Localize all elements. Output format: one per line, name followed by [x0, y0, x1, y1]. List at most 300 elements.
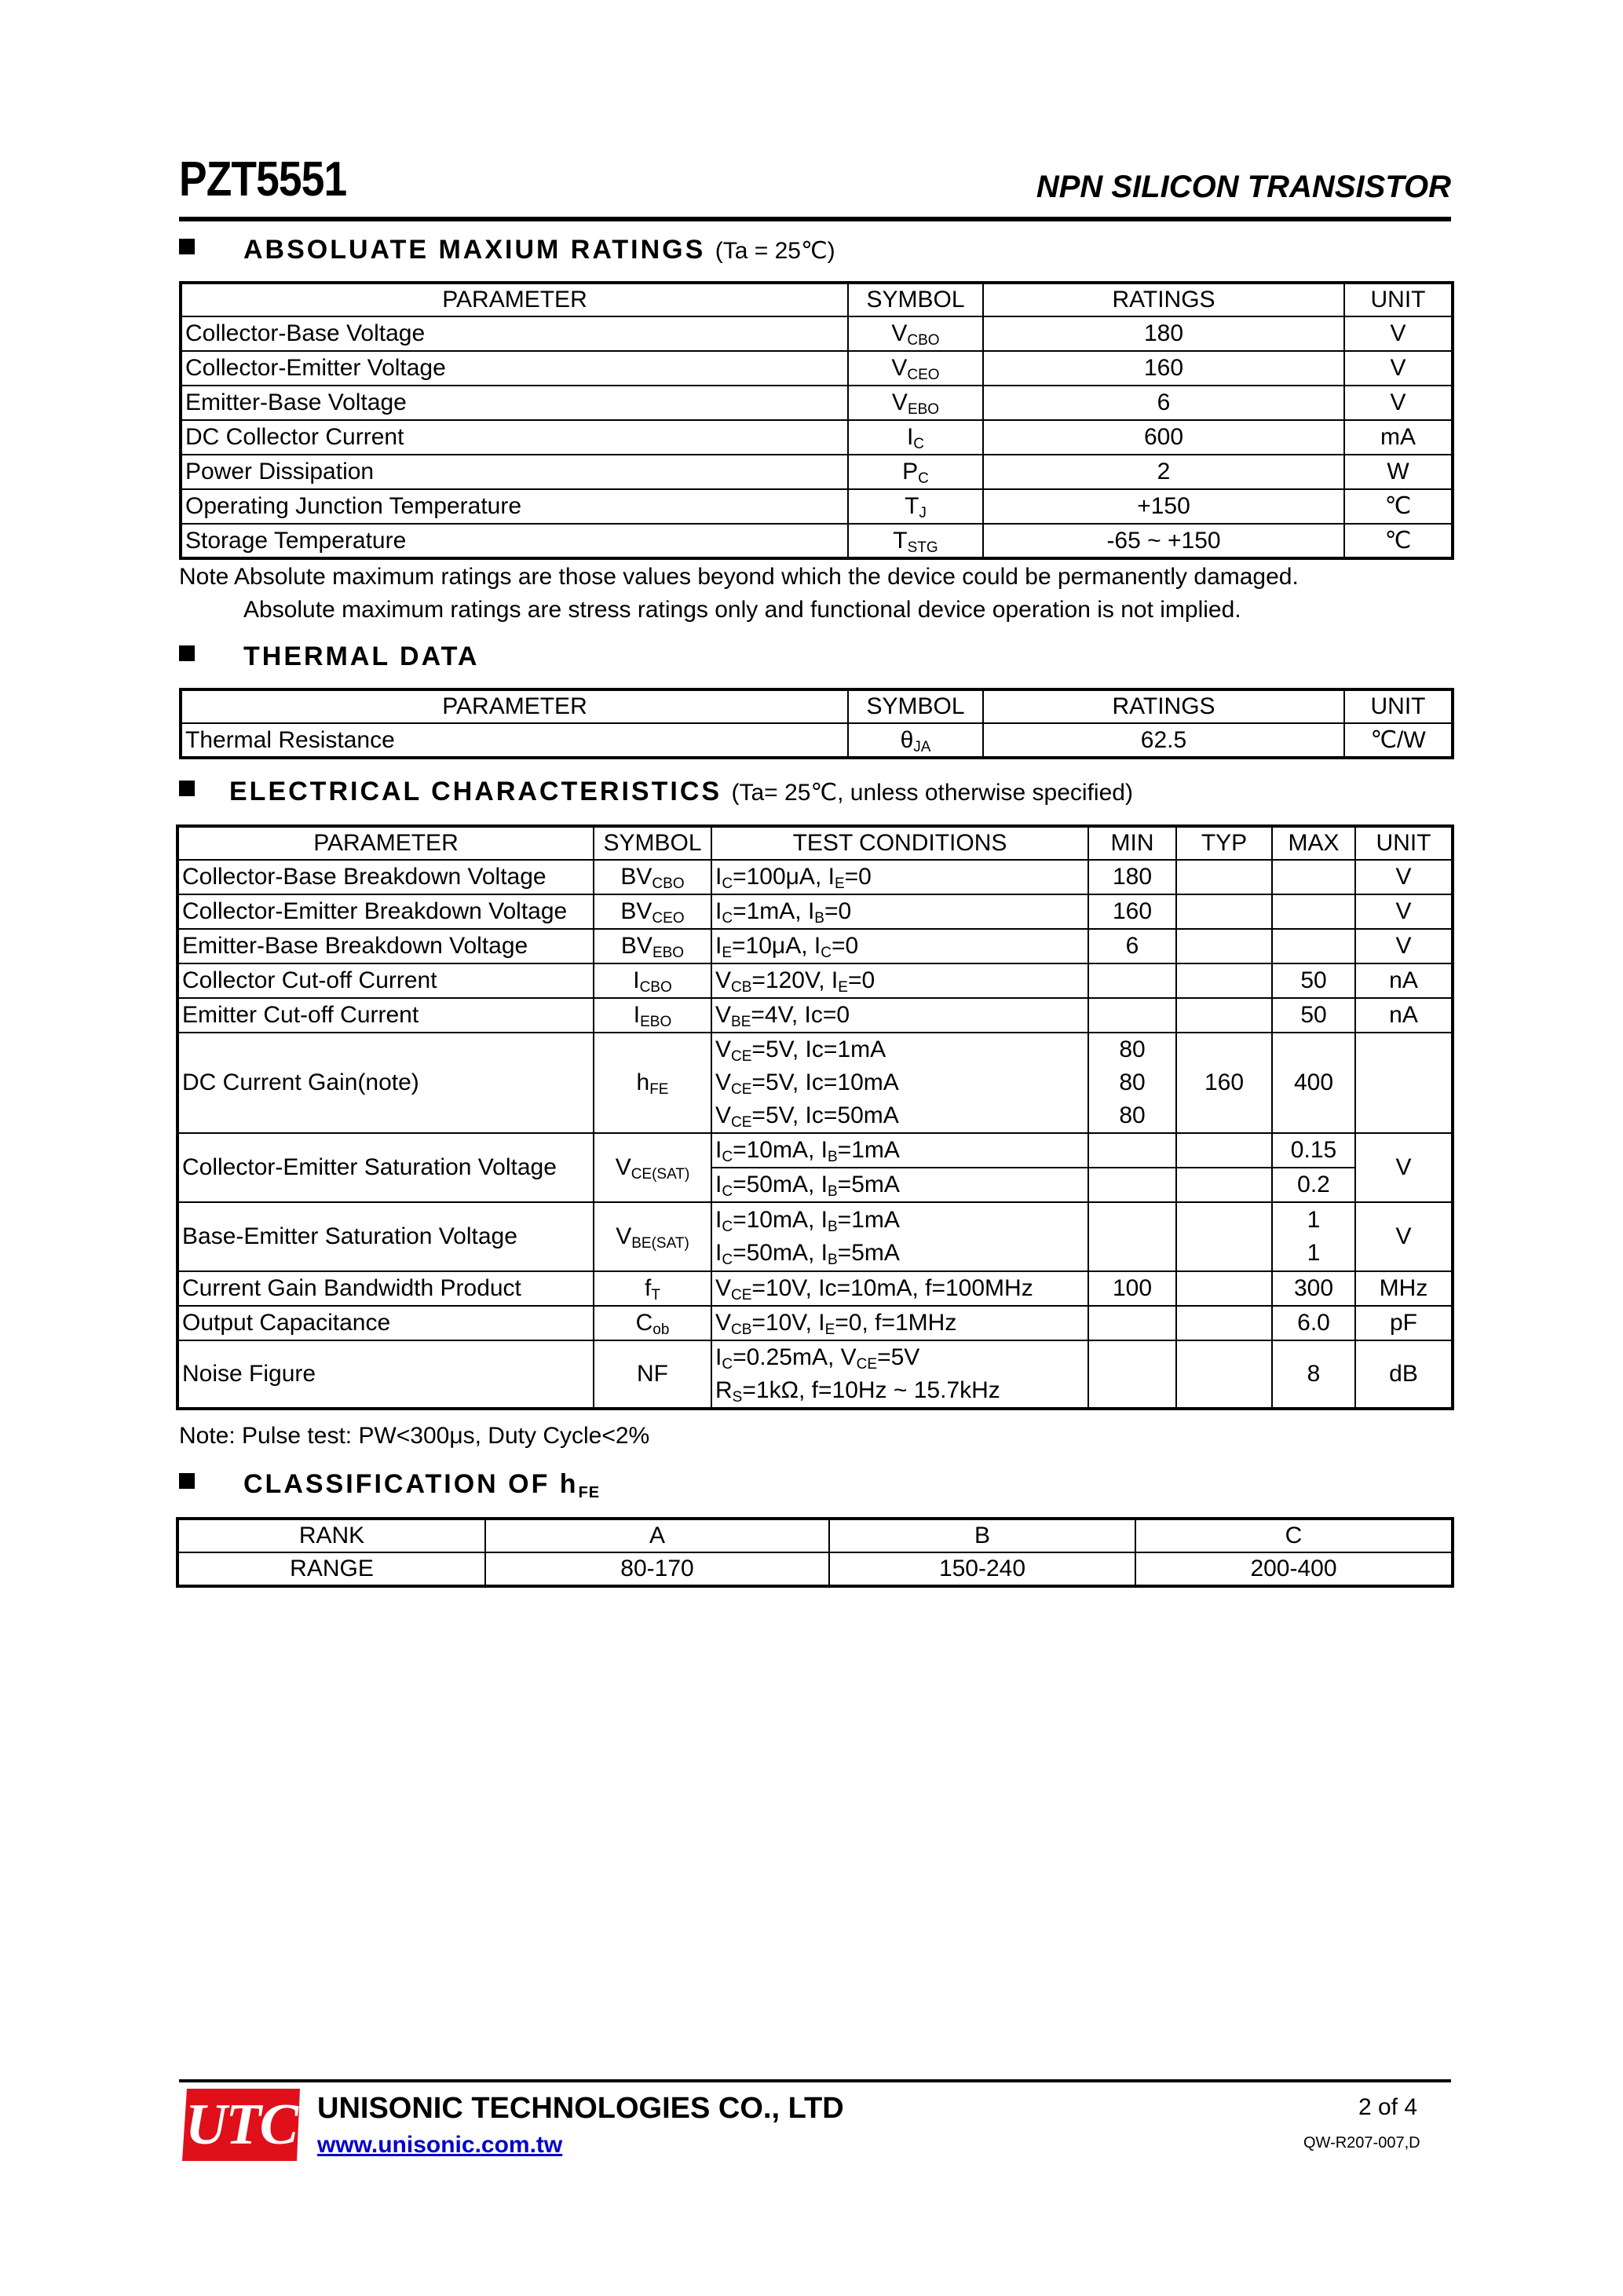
cond-part: =5V, Ic=10mA — [751, 1069, 899, 1095]
symbol-sub: T — [651, 1287, 660, 1303]
symbol-cell — [848, 455, 983, 489]
symbol-cell — [594, 929, 711, 963]
symbol-cell — [594, 963, 711, 998]
footer-rule — [179, 2079, 1451, 2082]
typ-cell — [1176, 1271, 1272, 1306]
cond-part: =10mA, I — [733, 1137, 828, 1163]
thermal-table — [179, 688, 1454, 759]
col-header: SYMBOL — [848, 283, 983, 316]
rating-cell: 180 — [983, 316, 1344, 351]
table-row — [177, 1202, 1453, 1271]
cond-sub: C — [821, 945, 832, 961]
param-cell: Emitter-Base Breakdown Voltage — [177, 929, 594, 963]
unit-cell: ℃ — [1344, 524, 1453, 558]
cond-part: =0, f=1MHz — [835, 1310, 957, 1336]
cond-part: =10V, I — [751, 1310, 825, 1336]
table-row — [177, 1552, 1453, 1586]
max-cell: 0.2 — [1272, 1168, 1355, 1202]
param-cell: Output Capacitance — [177, 1306, 594, 1340]
condition-line — [715, 1066, 1084, 1099]
symbol-sub: ob — [652, 1322, 670, 1338]
symbol-sub: C — [918, 470, 929, 487]
symbol-cell: NF — [594, 1340, 711, 1409]
min-cell — [1088, 1133, 1176, 1168]
absolute-ratings-table — [179, 281, 1454, 560]
max-cell — [1272, 894, 1355, 929]
cond-sub: CE — [731, 1081, 752, 1098]
col-header: PARAMETER — [177, 826, 594, 860]
cond-sub: E — [824, 1322, 835, 1338]
section-condition: (Ta= 25℃, unless otherwise specified) — [731, 780, 1133, 806]
cond-part: =0 — [844, 864, 872, 890]
unit-cell: nA — [1355, 998, 1453, 1033]
cond-part: =0 — [824, 898, 852, 924]
cond-part: =0.25mA, V — [733, 1344, 857, 1370]
symbol-main: V — [616, 1223, 632, 1249]
cond-part: =10V, Ic=10mA, f=100MHz — [751, 1275, 1033, 1301]
symbol-main: I — [633, 1002, 641, 1028]
cond-part: =1mA, I — [733, 898, 815, 924]
symbol-sub: CBO — [907, 332, 940, 349]
symbol-main: BV — [620, 898, 652, 924]
symbol-main: BV — [620, 864, 652, 890]
param-cell: DC Collector Current — [181, 420, 848, 455]
col-header: SYMBOL — [848, 689, 983, 723]
param-cell: Thermal Resistance — [181, 723, 848, 758]
min-cell — [1088, 963, 1176, 998]
param-cell: Collector Cut-off Current — [177, 963, 594, 998]
table-row — [177, 1519, 1453, 1552]
col-header: UNIT — [1344, 689, 1453, 723]
cond-part: =0 — [847, 967, 875, 993]
table-row — [181, 723, 1453, 758]
max-cell: 400 — [1272, 1033, 1355, 1133]
device-type: NPN SILICON TRANSISTOR — [1036, 170, 1451, 204]
table-row — [177, 998, 1453, 1033]
typ-cell — [1176, 894, 1272, 929]
symbol-sub: CE(SAT) — [631, 1166, 690, 1183]
param-cell: Base-Emitter Saturation Voltage — [177, 1202, 594, 1271]
table-row — [181, 489, 1453, 524]
symbol-cell — [594, 894, 711, 929]
cond-sub: CE — [731, 1114, 752, 1131]
section-condition: (Ta = 25℃) — [715, 238, 835, 264]
range-label: RANGE — [177, 1552, 485, 1586]
table-row — [177, 1033, 1453, 1133]
section-title: ABSOLUATE MAXIUM RATINGS — [243, 235, 706, 265]
cond-part: =10μA, I — [732, 933, 821, 959]
cond-part: =100μA, I — [733, 864, 835, 890]
table-row — [181, 316, 1453, 351]
col-header: PARAMETER — [181, 689, 848, 723]
condition-cell — [711, 894, 1088, 929]
min-cell — [1088, 1306, 1176, 1340]
cond-part: =5mA — [837, 1172, 900, 1197]
max-cell — [1272, 860, 1355, 894]
condition-cell — [711, 963, 1088, 998]
cond-part: =50mA, I — [733, 1240, 828, 1266]
table-row — [181, 420, 1453, 455]
table-row — [177, 894, 1453, 929]
condition-line — [715, 1374, 1084, 1407]
symbol-cell — [848, 351, 983, 386]
table-row — [181, 455, 1453, 489]
company-name: UNISONIC TECHNOLOGIES CO., LTD — [317, 2092, 844, 2125]
max-value: 1 — [1307, 1240, 1321, 1266]
symbol-sub: BE(SAT) — [631, 1235, 689, 1252]
condition-cell — [711, 1340, 1088, 1409]
rank-cell: C — [1135, 1519, 1453, 1552]
absolute-ratings-note-line1: Note Absolute maximum ratings are those values beyond which the device could be permanently damaged. — [179, 564, 1299, 590]
square-bullet-icon — [179, 645, 195, 661]
cond-sub: B — [827, 1183, 838, 1200]
document-number: QW-R207-007,D — [1303, 2134, 1420, 2152]
condition-cell — [711, 1168, 1088, 1202]
cond-sub: C — [722, 1356, 733, 1373]
cond-part: V — [715, 1036, 732, 1062]
col-header: TEST CONDITIONS — [711, 826, 1088, 860]
table-row — [181, 386, 1453, 420]
symbol-main: h — [636, 1069, 650, 1095]
condition-cell — [711, 1202, 1088, 1271]
symbol-main: BV — [620, 933, 652, 959]
cond-sub: C — [722, 1219, 733, 1235]
cond-part: I — [715, 1137, 722, 1163]
symbol-main: T — [893, 527, 908, 554]
symbol-sub: EBO — [652, 945, 685, 961]
symbol-cell — [848, 420, 983, 455]
param-cell: Emitter Cut-off Current — [177, 998, 594, 1033]
typ-cell — [1176, 1306, 1272, 1340]
unit-cell: V — [1355, 929, 1453, 963]
unit-cell: V — [1344, 386, 1453, 420]
cond-part: V — [715, 1002, 732, 1028]
unit-cell: dB — [1355, 1340, 1453, 1409]
electrical-table — [176, 824, 1454, 1410]
condition-line — [715, 1099, 1084, 1132]
symbol-cell — [848, 489, 983, 524]
symbol-main: V — [891, 389, 908, 415]
cond-sub: E — [834, 876, 845, 892]
min-value: 80 — [1119, 1036, 1146, 1062]
cond-part: =50mA, I — [733, 1172, 828, 1197]
max-cell: 50 — [1272, 963, 1355, 998]
cond-part: R — [715, 1377, 733, 1403]
symbol-cell — [594, 860, 711, 894]
table-header-row — [177, 826, 1453, 860]
condition-cell — [711, 1306, 1088, 1340]
min-value: 80 — [1119, 1069, 1146, 1095]
symbol-sub: CBO — [639, 979, 672, 996]
cond-part: I — [715, 1344, 722, 1370]
symbol-sub: STG — [907, 539, 938, 556]
max-cell: 50 — [1272, 998, 1355, 1033]
param-cell: DC Current Gain(note) — [177, 1033, 594, 1133]
max-value: 1 — [1307, 1207, 1321, 1233]
rating-cell: 6 — [983, 386, 1344, 420]
cond-part: =1mA — [837, 1137, 900, 1163]
col-header: PARAMETER — [181, 283, 848, 316]
symbol-cell — [594, 1202, 711, 1271]
symbol-sub: JA — [913, 738, 931, 755]
section-classification-title — [179, 1467, 600, 1501]
condition-line — [715, 1033, 1084, 1066]
typ-cell: 160 — [1176, 1033, 1272, 1133]
range-cell: 150-240 — [829, 1552, 1135, 1586]
cond-sub: CE — [731, 1287, 752, 1303]
unit-cell: nA — [1355, 963, 1453, 998]
section-electrical-title — [179, 774, 1133, 810]
cond-sub: C — [722, 876, 733, 892]
cond-sub: CE — [731, 1048, 752, 1065]
unit-cell: V — [1355, 1133, 1453, 1202]
min-cell: 180 — [1088, 860, 1176, 894]
max-cell: 300 — [1272, 1271, 1355, 1306]
cond-part: =5V, Ic=1mA — [751, 1036, 886, 1062]
cond-part: =1kΩ, f=10Hz ~ 15.7kHz — [742, 1377, 1000, 1403]
section-title-sub: FE — [578, 1484, 601, 1501]
cond-sub: B — [827, 1149, 838, 1165]
unit-cell: ℃/W — [1344, 723, 1453, 758]
cond-part: =1mA — [837, 1207, 900, 1233]
cond-part: I — [715, 898, 722, 924]
condition-line — [715, 1341, 1084, 1374]
cond-sub: E — [838, 979, 848, 996]
cond-part: =10mA, I — [733, 1207, 828, 1233]
typ-cell — [1176, 929, 1272, 963]
square-bullet-icon — [179, 781, 195, 796]
part-number: PZT5551 — [179, 152, 347, 207]
condition-cell — [711, 929, 1088, 963]
param-cell: Collector-Emitter Saturation Voltage — [177, 1133, 594, 1202]
condition-cell — [711, 860, 1088, 894]
symbol-cell — [594, 1271, 711, 1306]
symbol-main: I — [633, 967, 640, 993]
rating-cell: 600 — [983, 420, 1344, 455]
cond-sub: B — [814, 910, 824, 927]
symbol-cell — [848, 316, 983, 351]
electrical-note: Note: Pulse test: PW<300μs, Duty Cycle<2% — [179, 1423, 650, 1449]
condition-cell — [711, 998, 1088, 1033]
min-cell — [1088, 1168, 1176, 1202]
utc-logo — [179, 2086, 303, 2164]
table-header-row — [181, 283, 1453, 316]
condition-line — [715, 1237, 1084, 1270]
symbol-sub: EBO — [907, 401, 940, 418]
min-cell — [1088, 998, 1176, 1033]
symbol-main: V — [891, 355, 908, 381]
rank-cell: B — [829, 1519, 1135, 1552]
cond-part: V — [715, 1102, 732, 1128]
unit-cell: V — [1344, 316, 1453, 351]
logo-text: UTC — [185, 2092, 297, 2157]
rating-cell: -65 ~ +150 — [983, 524, 1344, 558]
symbol-cell — [594, 1306, 711, 1340]
param-cell: Emitter-Base Voltage — [181, 386, 848, 420]
param-cell: Collector-Emitter Voltage — [181, 351, 848, 386]
symbol-main: P — [902, 459, 919, 484]
table-row — [177, 1306, 1453, 1340]
col-header: RATINGS — [983, 283, 1344, 316]
typ-cell — [1176, 1133, 1272, 1168]
cond-sub: C — [722, 1252, 733, 1268]
param-cell: Storage Temperature — [181, 524, 848, 558]
symbol-main: T — [905, 493, 919, 519]
symbol-main: I — [906, 424, 914, 450]
symbol-cell — [848, 386, 983, 420]
typ-cell — [1176, 860, 1272, 894]
min-cell: 6 — [1088, 929, 1176, 963]
col-header: MAX — [1272, 826, 1355, 860]
rating-cell: 160 — [983, 351, 1344, 386]
col-header: TYP — [1176, 826, 1272, 860]
cond-part: =5V, Ic=50mA — [751, 1102, 899, 1128]
cond-part: V — [715, 1275, 732, 1301]
symbol-cell — [848, 723, 983, 758]
cond-sub: B — [827, 1252, 838, 1268]
col-header: UNIT — [1344, 283, 1453, 316]
max-cell — [1272, 1202, 1355, 1271]
cond-part: =4V, Ic=0 — [751, 1002, 850, 1028]
unit-cell — [1355, 1033, 1453, 1133]
table-row — [177, 1133, 1453, 1168]
rank-cell: A — [485, 1519, 829, 1552]
cond-part: =5V — [877, 1344, 920, 1370]
min-value: 80 — [1119, 1102, 1146, 1128]
section-title: THERMAL DATA — [243, 642, 480, 671]
param-cell: Collector-Base Voltage — [181, 316, 848, 351]
table-row — [177, 929, 1453, 963]
symbol-cell — [594, 998, 711, 1033]
param-cell: Collector-Emitter Breakdown Voltage — [177, 894, 594, 929]
cond-part: V — [715, 1310, 732, 1336]
unit-cell: MHz — [1355, 1271, 1453, 1306]
unit-cell: V — [1344, 351, 1453, 386]
min-cell — [1088, 1340, 1176, 1409]
classification-table — [176, 1517, 1454, 1588]
symbol-main: θ — [900, 726, 914, 753]
symbol-main: C — [635, 1310, 653, 1336]
min-cell — [1088, 1202, 1176, 1271]
range-cell: 200-400 — [1135, 1552, 1453, 1586]
section-thermal-title — [179, 639, 479, 674]
rating-cell: 2 — [983, 455, 1344, 489]
section-title: ELECTRICAL CHARACTERISTICS — [229, 777, 722, 806]
col-header: SYMBOL — [594, 826, 711, 860]
table-row — [181, 351, 1453, 386]
cond-sub: CE — [856, 1356, 878, 1373]
param-cell: Collector-Base Breakdown Voltage — [177, 860, 594, 894]
cond-part: I — [715, 1172, 722, 1197]
typ-cell — [1176, 963, 1272, 998]
col-header: MIN — [1088, 826, 1176, 860]
symbol-main: V — [891, 320, 908, 346]
table-row — [181, 524, 1453, 558]
cond-sub: B — [827, 1219, 838, 1235]
symbol-cell — [594, 1133, 711, 1202]
page-header — [179, 151, 1451, 221]
unit-cell: V — [1355, 1202, 1453, 1271]
typ-cell — [1176, 1168, 1272, 1202]
cond-part: I — [715, 933, 722, 959]
unit-cell: ℃ — [1344, 489, 1453, 524]
col-header: RATINGS — [983, 689, 1344, 723]
typ-cell — [1176, 1340, 1272, 1409]
symbol-sub: CEO — [907, 367, 940, 383]
unit-cell: pF — [1355, 1306, 1453, 1340]
max-cell: 8 — [1272, 1340, 1355, 1409]
cond-sub: C — [722, 1183, 733, 1200]
rank-label: RANK — [177, 1519, 485, 1552]
page-number: 2 of 4 — [1358, 2094, 1418, 2120]
param-cell: Operating Junction Temperature — [181, 489, 848, 524]
unit-cell: V — [1355, 860, 1453, 894]
param-cell: Current Gain Bandwidth Product — [177, 1271, 594, 1306]
min-cell: 160 — [1088, 894, 1176, 929]
unit-cell: mA — [1344, 420, 1453, 455]
square-bullet-icon — [179, 1473, 195, 1489]
condition-cell — [711, 1133, 1088, 1168]
cond-part: I — [715, 864, 722, 890]
unit-cell: W — [1344, 455, 1453, 489]
unit-cell: V — [1355, 894, 1453, 929]
square-bullet-icon — [179, 239, 195, 254]
rating-cell: 62.5 — [983, 723, 1344, 758]
symbol-sub: CBO — [652, 876, 685, 892]
cond-sub: C — [722, 1149, 733, 1165]
symbol-cell — [594, 1033, 711, 1133]
cond-sub: S — [732, 1389, 743, 1406]
cond-sub: CB — [731, 979, 752, 996]
typ-cell — [1176, 998, 1272, 1033]
cond-part: I — [715, 1207, 722, 1233]
range-cell: 80-170 — [485, 1552, 829, 1586]
symbol-sub: EBO — [640, 1014, 672, 1030]
cond-part: V — [715, 967, 732, 993]
symbol-cell — [848, 524, 983, 558]
section-absolute-ratings-title — [179, 232, 835, 269]
cond-sub: E — [722, 945, 733, 961]
max-cell: 6.0 — [1272, 1306, 1355, 1340]
cond-sub: C — [722, 910, 733, 927]
cond-sub: BE — [731, 1014, 751, 1030]
max-cell — [1272, 929, 1355, 963]
section-title: CLASSIFICATION OF h — [243, 1469, 579, 1499]
symbol-sub: C — [913, 436, 925, 452]
cond-part: I — [715, 1240, 722, 1266]
symbol-main: V — [615, 1154, 631, 1180]
cond-part: V — [715, 1069, 732, 1095]
symbol-sub: FE — [649, 1081, 669, 1098]
typ-cell — [1176, 1202, 1272, 1271]
symbol-sub: J — [919, 505, 927, 521]
cond-part: =0 — [831, 933, 859, 959]
symbol-sub: CEO — [652, 910, 685, 927]
website-link[interactable]: www.unisonic.com.tw — [317, 2132, 563, 2158]
cond-part: =5mA — [837, 1240, 900, 1266]
table-row — [177, 1340, 1453, 1409]
cond-sub: CB — [731, 1322, 752, 1338]
table-row — [177, 1271, 1453, 1306]
cond-part: =120V, I — [751, 967, 839, 993]
param-cell: Power Dissipation — [181, 455, 848, 489]
rating-cell: +150 — [983, 489, 1344, 524]
max-cell: 0.15 — [1272, 1133, 1355, 1168]
min-cell — [1088, 1033, 1176, 1133]
col-header: UNIT — [1355, 826, 1453, 860]
condition-line — [715, 1204, 1084, 1237]
absolute-ratings-note-line2: Absolute maximum ratings are stress ratings only and functional device operation is not implied. — [243, 597, 1241, 623]
